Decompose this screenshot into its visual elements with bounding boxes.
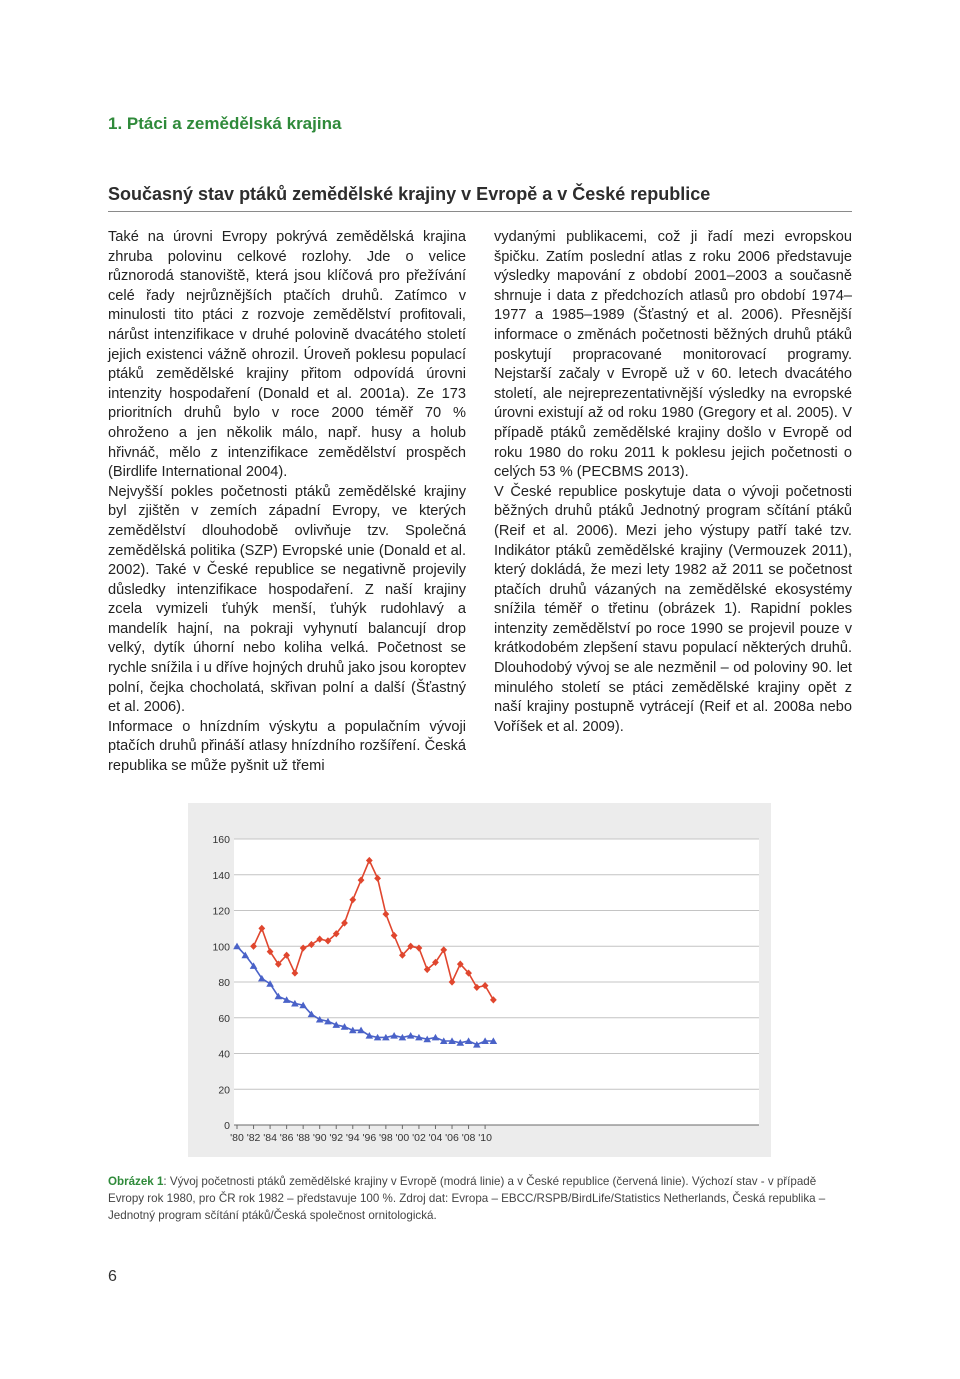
x-tick-label: '02 xyxy=(412,1132,426,1144)
paragraph: Nejvyšší pokles početnosti ptáků zemědělské krajiny byl zjištěn v zemích západní Evropy, ve kterých zemědělství dlouhodobě ovlivňuje tzv. Společná zemědělská politika (SZP) Evropské unie (Donald et al. 2002). Také v České republice se negativně projevily důsledky intenzifikace hospodaření. Z naší krajiny zcela vymizeli ťuhýk menší, ťuhýk rudohlavý a mandelík hajní, na pokraji vyhynutí balancují drop velký, dytík úhorní nebo koliha velká. Početnost se rychle snížila i u dříve hojných druhů jako jsou koroptev polní, čejka chocholatá, skřivan polní a další (Šťastný et al. 2006). xyxy=(108,483,466,716)
left-column xyxy=(108,228,466,777)
y-tick-label: 40 xyxy=(218,1048,230,1061)
x-tick-label: '06 xyxy=(445,1132,459,1144)
x-tick-label: '96 xyxy=(362,1132,377,1144)
caption-label: Obrázek 1 xyxy=(108,1175,164,1188)
section-title: Současný stav ptáků zemědělské krajiny v Evropě a v České republice xyxy=(108,184,852,212)
x-tick-label: '08 xyxy=(461,1132,476,1144)
x-tick-label: '84 xyxy=(263,1132,277,1144)
paragraph: Také na úrovni Evropy pokrývá zemědělská krajina zhruba polovinu celkové rozlohy. Jde o velice různorodá stanoviště, která jsou klíčová pro přežívání celé řady nejrůznějších ptačích druhů. Zatímco v minulosti tito ptáci z rozvoje zemědělství profitovali, nárůst intenzifikace v druhé polovině dvacátého století jejich existenci vážně ohrozil. Úroveň poklesu populací ptáků zemědělské krajiny přitom odpovídá úrovni intenzity hospodaření (Donald et al. 2001a). Ze 173 prioritních druhů bylo v roce 2000 téměř 70 % ohroženo a jen několik málo, např. husy a holub hřivnáč, mělo z intenzifikace zemědělství prospěch (Birdlife International 2004). xyxy=(108,229,466,481)
paragraph: V České republice poskytuje data o vývoji početnosti běžných druhů ptáků Jednotný program sčítání ptáků (Reif et al. 2006). Mezi jeho výstupy patří také tzv. Indikátor ptáků zemědělské krajiny (Vermouzek 2011), který dokládá, že mezi lety 1982 až 2011 se početnost ptačích druhů vázaných na zemědělské ekosystémy snížila téměř o třetinu (obrázek 1). Rapidní pokles intenzity zemědělství po roce 1990 se projevil pouze v krátkodobém zlepšení stavu populací některých druhů. Dlouhodobý vývoj se ale nezměnil – od poloviny 90. let minulého století se ptáci zemědělské krajiny opět z naší krajiny postupně vytrácejí (Reif et al. 2008a nebo Voříšek et al. 2009). xyxy=(494,483,852,735)
x-tick-label: '88 xyxy=(296,1132,311,1144)
x-tick-label: '98 xyxy=(379,1132,393,1144)
right-column xyxy=(494,228,852,737)
y-tick-label: 160 xyxy=(212,834,230,846)
y-tick-label: 100 xyxy=(212,941,230,954)
y-tick-label: 20 xyxy=(218,1084,230,1097)
y-tick-label: 140 xyxy=(212,869,230,882)
paragraph: Informace o hnízdním výskytu a populačním vývoji ptačích druhů přináší atlasy hnízdního rozšíření. Česká republika se může pyšnit už třemi xyxy=(108,718,466,775)
y-tick-label: 120 xyxy=(212,905,230,918)
x-tick-label: '80 xyxy=(230,1132,244,1144)
figure-caption xyxy=(108,1173,854,1224)
x-tick-label: '92 xyxy=(329,1132,344,1144)
x-tick-label: '94 xyxy=(345,1132,360,1144)
y-tick-label: 80 xyxy=(218,977,230,989)
line-chart xyxy=(188,803,771,1157)
x-tick-label: '00 xyxy=(395,1132,410,1144)
x-tick-label: '82 xyxy=(246,1132,261,1144)
x-tick-label: '10 xyxy=(478,1132,492,1144)
page-number: 6 xyxy=(108,1268,117,1285)
figure-chart xyxy=(188,803,771,1157)
caption-text: : Vývoj početnosti ptáků zemědělské krajiny v Evropě (modrá linie) a v České republice (červená linie). Výchozí stav - v případě Evropy rok 1980, pro ČR rok 1982 – představuje 100 %. Zdroj dat: Evropa – EBCC/RSPB/BirdLife/Statistics Netherlands, Česká republika – Jednotný program sčítání ptáků/Česká společnost ornitologická. xyxy=(108,1175,826,1222)
chapter-heading: 1. Ptáci a zemědělská krajina xyxy=(108,114,342,133)
y-tick-label: 0 xyxy=(224,1120,230,1132)
x-tick-label: '86 xyxy=(279,1132,294,1144)
y-tick-label: 60 xyxy=(218,1012,230,1025)
x-tick-label: '90 xyxy=(312,1132,327,1144)
paragraph: vydanými publikacemi, což ji řadí mezi evropskou špičku. Zatím poslední atlas z roku 2006 představuje výsledky mapování z období 2001–2003 a současně shrnuje i data z předchozích atlasů pro období 1974–1977 a 1985–1989 (Šťastný et al. 2006). Přesnější informace o změnách početnosti běžných druhů ptáků poskytují propracované monitorovací programy. Nejstarší začaly v Evropě už v 60. letech dvacátého století, ale nejreprezentativnější výsledky na evropské úrovni existují až od roku 1980 (Gregory et al. 2005). V případě ptáků zemědělské krajiny došlo v Evropě od roku 1980 do roku 2011 k poklesu jejich početnosti o celých 53 % (PECBMS 2013). xyxy=(494,229,852,481)
x-tick-label: '04 xyxy=(428,1132,443,1144)
